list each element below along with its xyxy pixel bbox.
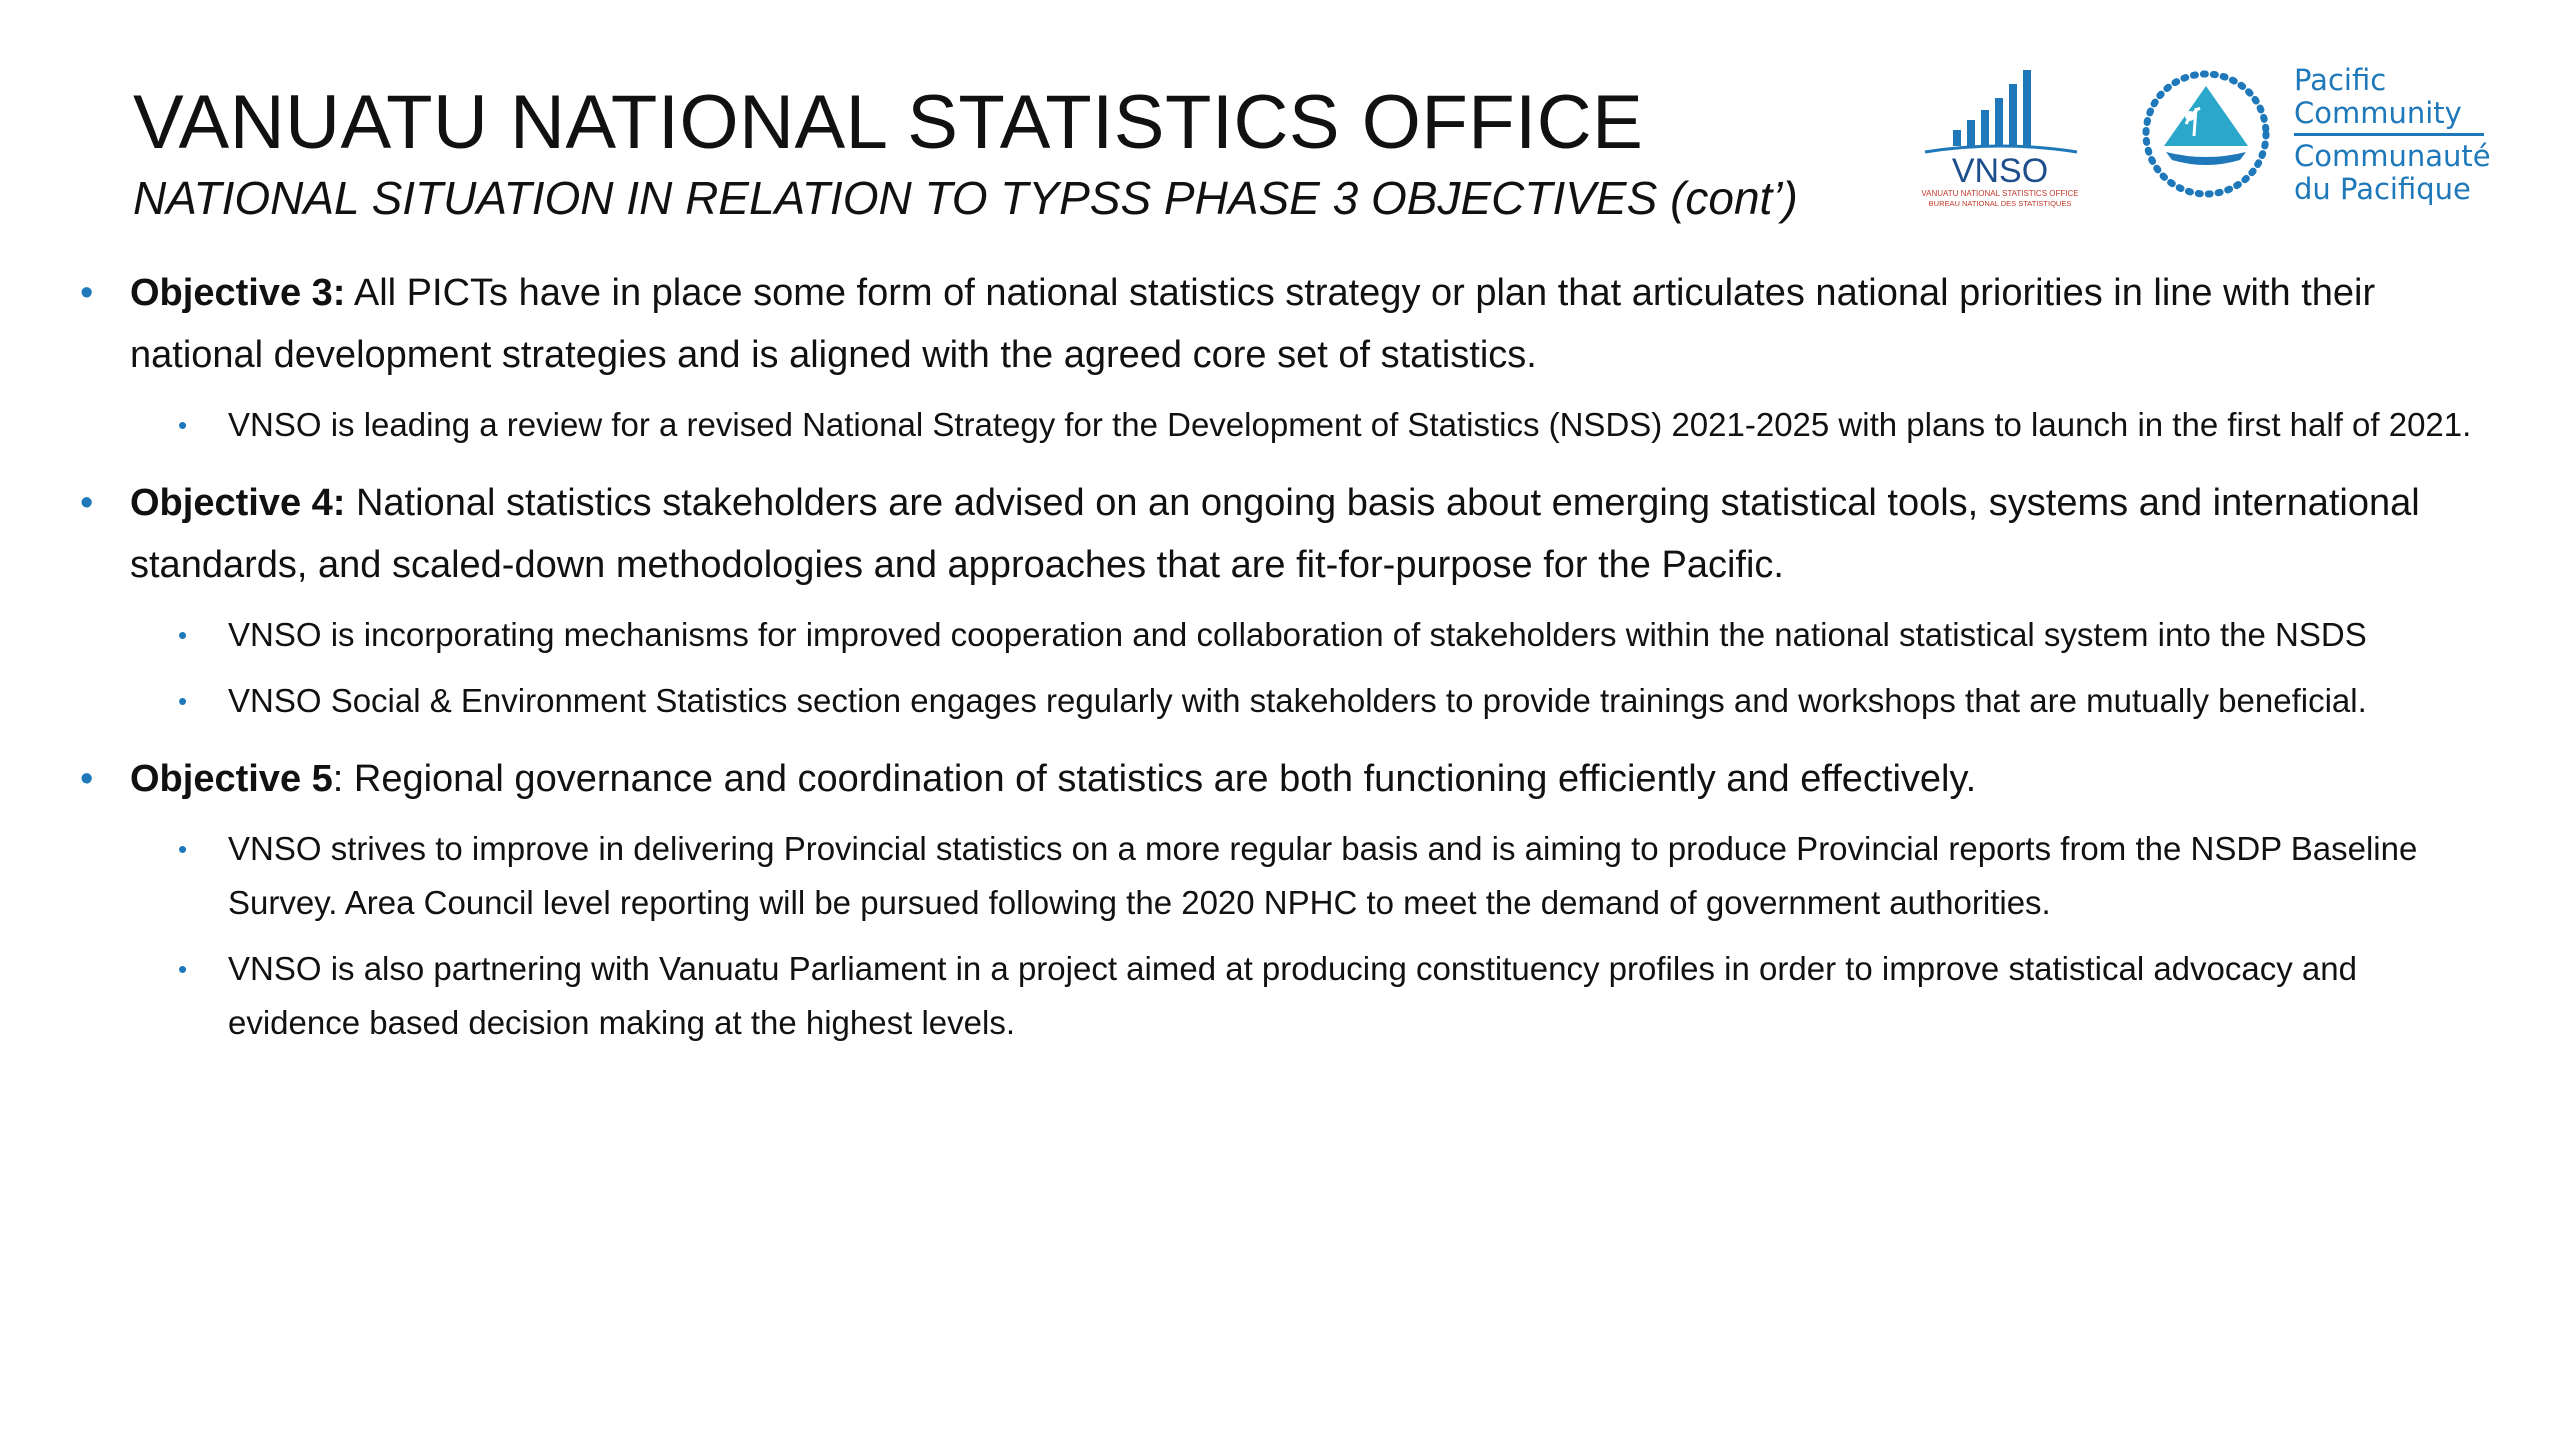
objective-item (80, 262, 2490, 386)
page-title: VANUATU NATIONAL STATISTICS OFFICE (133, 80, 1644, 165)
bullet-icon: • (178, 410, 188, 440)
objective-item (80, 748, 2490, 810)
objective-label: Objective 3: (130, 272, 346, 314)
objective-text: All PICTs have in place some form of national statistics strategy or plan that articulates national priorities in line with their national development strategies and is aligned with the agreed core set of statistics. (130, 272, 2376, 376)
objective-points (80, 608, 2490, 728)
objective-text: : Regional governance and coordination of statistics are both functioning efficiently and effectively. (332, 758, 1977, 800)
objective-text: National statistics stakeholders are advised on an ongoing basis about emerging statistical tools, systems and international standards, and scaled-down methodologies and approaches that are fit-for-purpose for the Pacific. (130, 482, 2420, 586)
bullet-icon: • (80, 272, 94, 314)
spc-divider (2294, 133, 2484, 136)
objective-label: Objective 4: (130, 482, 346, 524)
bullet-icon: • (80, 482, 94, 524)
objective-point: • VNSO is also partnering with Vanuatu Parliament in a project aimed at producing constituency profiles in order to improve statistical advocacy and evidence based decision making at the highest levels. (80, 942, 2490, 1050)
vnso-logo (1905, 60, 2095, 210)
objective-label: Objective 5 (130, 758, 333, 800)
objective-point: • VNSO is leading a review for a revised National Strategy for the Development of Statistics (NSDS) 2021-2025 with plans to launch in the first half of 2021. (80, 398, 2490, 452)
slide-content (80, 262, 2490, 1070)
spc-name-en-1: Pacific (2294, 63, 2387, 97)
vnso-bar-chart-icon (1905, 60, 2095, 210)
spc-name-en-2: Community (2294, 96, 2462, 130)
objective-block-5 (80, 748, 2490, 1050)
svg-text:BUREAU NATIONAL DES STATISTIQU: BUREAU NATIONAL DES STATISTIQUES (1928, 199, 2072, 208)
objective-point: • VNSO strives to improve in delivering Provincial statistics on a more regular basis and is aiming to produce Provincial reports from the NSDP Baseline Survey. Area Council level reporting will be pursued following the 2020 NPHC to meet the demand of government authorities. (80, 822, 2490, 930)
bullet-icon: • (178, 686, 188, 716)
spc-logo-text (2294, 64, 2494, 206)
objective-point: • VNSO Social & Environment Statistics section engages regularly with stakeholders to provide trainings and workshops that are mutually beneficial. (80, 674, 2490, 728)
objective-item (80, 472, 2490, 596)
spc-logo-icon (2136, 64, 2276, 204)
svg-text:VNSO: VNSO (1951, 152, 2049, 190)
spc-name-fr-2: du Pacifique (2294, 172, 2471, 206)
objective-block-4 (80, 472, 2490, 728)
objective-points (80, 398, 2490, 452)
bullet-icon: • (178, 620, 188, 650)
bullet-icon: • (80, 758, 94, 800)
bullet-icon: • (178, 954, 188, 984)
bullet-icon: • (178, 834, 188, 864)
objective-point: • VNSO is incorporating mechanisms for improved cooperation and collaboration of stakeholders within the national statistical system into the NSDS (80, 608, 2490, 662)
svg-text:VANUATU NATIONAL STATISTICS OF: VANUATU NATIONAL STATISTICS OFFICE (1921, 189, 2079, 198)
spc-name-fr-1: Communauté (2294, 139, 2491, 173)
objective-block-3 (80, 262, 2490, 452)
objective-points (80, 822, 2490, 1050)
page-subtitle: NATIONAL SITUATION IN RELATION TO TYPSS PHASE 3 OBJECTIVES (cont’) (133, 172, 1798, 224)
